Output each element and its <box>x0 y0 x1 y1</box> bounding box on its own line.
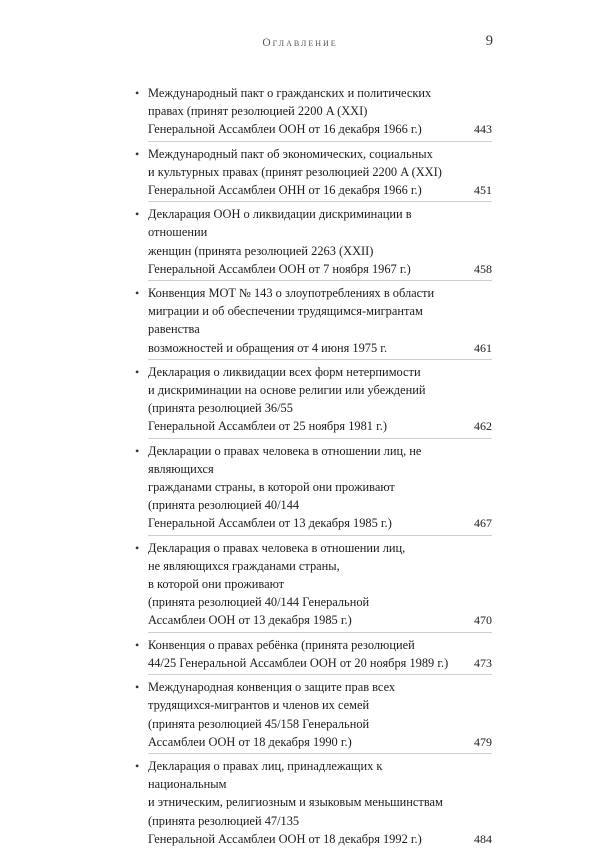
toc-entry[interactable] <box>135 145 492 203</box>
toc-entry[interactable] <box>135 757 492 850</box>
bullet-icon: • <box>135 637 140 652</box>
toc-entry[interactable] <box>135 205 492 281</box>
toc-entry-title: Конвенция о правах ребёнка (принята резолюцией 44/25 Генеральной Ассамблеи ООН от 20 ноября 1989 г.) <box>148 637 449 670</box>
toc-entry-title: Международная конвенция о защите прав всех трудящихся-мигрантов и членов их семей (принята резолюцией 45/158 Генеральной Ассамблеи ООН от 18 декабря 1990 г.) <box>148 680 396 749</box>
bullet-icon: • <box>135 146 140 161</box>
page-number: 9 <box>485 33 493 49</box>
toc-entry-title: Международный пакт о гражданских и политических правах (принят резолюцией 2200 A (XXI) Генеральной Ассамблеи ООН от 16 декабря 1966 г.) <box>148 86 432 137</box>
bullet-icon: • <box>135 758 140 773</box>
toc-entry[interactable] <box>135 636 492 675</box>
toc-entry-page: 473 <box>474 655 492 670</box>
bullet-icon: • <box>135 364 140 379</box>
toc-entry-page: 467 <box>474 516 492 531</box>
toc-entry-title: Декларация о ликвидации всех форм нетерпимости и дискриминации на основе религии или убеждений (принята резолюцией 36/55 Генеральной Ассамблеи от 25 ноября 1981 г.) <box>148 364 426 434</box>
bullet-icon: • <box>135 286 140 301</box>
bullet-icon: • <box>135 207 140 222</box>
toc-entry[interactable] <box>135 442 492 536</box>
table-of-contents <box>135 84 492 853</box>
toc-entry[interactable] <box>135 284 492 360</box>
toc-entry-title: Конвенция МОТ № 143 о злоупотреблениях в области миграции и об обеспечении трудящимся-мигрантам равенства возможностей и обращения от 4 июня 1975 г. <box>148 286 435 355</box>
toc-entry-title: Декларации о правах человека в отношении лиц, не являющихся гражданами страны, в которой они проживают (принята резолюцией 40/144 Генеральной Ассамблеи от 13 декабря 1985 г.) <box>148 443 422 531</box>
bullet-icon: • <box>135 540 140 555</box>
toc-entry-page: 479 <box>474 734 492 749</box>
toc-entry-page: 462 <box>474 419 492 434</box>
bullet-icon: • <box>135 680 140 695</box>
toc-entry-title: Декларация о правах лиц, принадлежащих к национальным и этническим, религиозным и языковым меньшинствам (принята резолюцией 47/135 Генеральной Ассамблеи ООН от 18 декабря 1992 г.) <box>148 758 443 846</box>
toc-entry-title: Декларация о правах человека в отношении лиц, не являющихся гражданами страны, в которой они проживают (принята резолюцией 40/144 Генеральной Ассамблеи ООН от 13 декабря 1985 г.) <box>148 540 406 628</box>
bullet-icon: • <box>135 86 140 100</box>
toc-entry-page: 461 <box>474 340 492 355</box>
toc-entry-page: 470 <box>474 613 492 628</box>
running-header-title: Оглавление <box>262 37 338 49</box>
toc-entry-page: 451 <box>474 183 492 198</box>
toc-entry[interactable] <box>135 539 492 633</box>
toc-entry-title: Международный пакт об экономических, социальных и культурных правах (принят резолюцией 2200 A (XXI) Генеральной Ассамблеи ОНН от 16 декабря 1966 г.) <box>148 146 442 198</box>
bullet-icon: • <box>135 443 140 458</box>
toc-entry[interactable] <box>135 84 492 142</box>
toc-entry-page: 484 <box>474 831 492 846</box>
toc-entry[interactable] <box>135 678 492 754</box>
toc-entry-title: Декларация ООН о ликвидации дискриминации в отношении женщин (принята резолюцией 2263 (XXII) Генеральной Ассамблеи ООН от 7 ноября 1967 г.) <box>148 207 412 276</box>
toc-entry-page: 458 <box>474 261 492 276</box>
toc-entry[interactable] <box>135 363 492 439</box>
toc-entry-page: 443 <box>474 122 492 137</box>
